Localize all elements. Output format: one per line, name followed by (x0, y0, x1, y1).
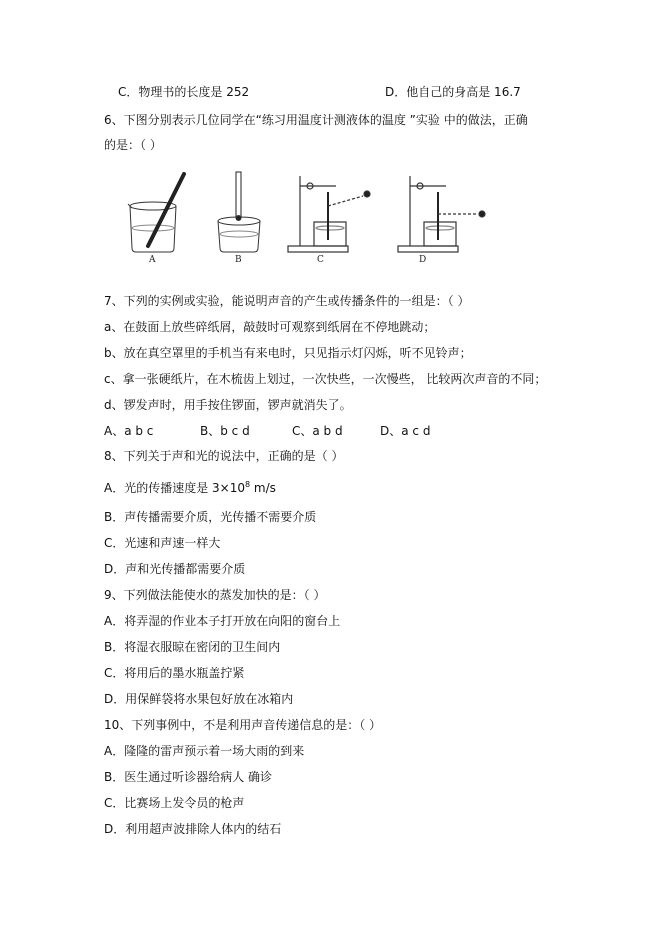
q10-option-a: A．隆隆的雷声预示着一场大雨的到来 (104, 744, 305, 758)
q7-item-d: d、锣发声时，用手按住锣面，锣声就消失了。 (104, 398, 352, 412)
q7-item-c: c、拿一张硬纸片，在木梳齿上划过，一次快些，一次慢些， 比较两次声音的不同； (104, 372, 547, 386)
figure-b-beaker (218, 172, 260, 252)
q6-stem-line1: 6、下图分别表示几位同学在“练习用温度计测液体的温度 ”实验 中的做法，正确 (104, 113, 528, 127)
q9-option-c: C．将用后的墨水瓶盖拧紧 (104, 666, 245, 680)
q9-option-b: B．将湿衣服晾在密闭的卫生间内 (104, 640, 281, 654)
q8-option-a-unit: m/s (250, 481, 276, 495)
figure-label-b: B (235, 255, 242, 265)
q7-option-d: D、a c d (380, 424, 431, 438)
q8-option-b: B．声传播需要介质，光传播不需要介质 (104, 510, 317, 524)
q7-option-b: B、b c d (200, 424, 250, 438)
q7-option-a: A、a b c (104, 424, 154, 438)
q8-option-c: C．光速和声速一样大 (104, 536, 221, 550)
figure-label-c: C (317, 255, 324, 265)
figure-d-stand (398, 176, 485, 252)
q9-option-a: A．将弄湿的作业本子打开放在向阳的窗台上 (104, 614, 341, 628)
prev-option-d: D．他自己的身高是 16.7 (385, 85, 521, 99)
q9-option-d: D．用保鲜袋将水果包好放在冰箱内 (104, 692, 294, 706)
q7-item-b: b、放在真空罩里的手机当有来电时，只见指示灯闪烁，听不见铃声； (104, 346, 472, 360)
q8-option-a-exponent: 8 (244, 480, 251, 489)
figure-a-beaker (128, 174, 184, 252)
q8-option-d: D．声和光传播都需要介质 (104, 562, 246, 576)
q8-option-a (104, 480, 276, 496)
q10-option-b: B．医生通过听诊器给病人 确诊 (104, 770, 273, 784)
q8-option-a-text: A．光的传播速度是 3×10 (104, 481, 245, 495)
thermometer-figure (118, 166, 498, 266)
q7-option-c: C、a b d (292, 424, 343, 438)
q10-option-d: D．利用超声波排除人体内的结石 (104, 822, 282, 836)
q7-stem: 7、下列的实例或实验，能说明声音的产生或传播条件的一组是：（ ） (104, 294, 470, 308)
q6-stem-line2: 的是：（ ） (104, 138, 162, 152)
q9-stem: 9、下列做法能使水的蒸发加快的是：（ ） (104, 588, 326, 602)
figure-label-a: A (149, 255, 156, 265)
figure-c-stand (288, 176, 370, 252)
q7-options (104, 423, 430, 439)
q10-stem: 10、下列事例中，不是利用声音传递信息的是：（ ） (104, 718, 382, 732)
q7-item-a: a、在鼓面上放些碎纸屑，敲鼓时可观察到纸屑在不停地跳动； (104, 320, 436, 334)
figure-label-d: D (419, 255, 427, 265)
q10-option-c: C．比赛场上发令员的枪声 (104, 796, 245, 810)
q8-stem: 8、下列关于声和光的说法中，正确的是（ ） (104, 449, 344, 463)
prev-option-c: C．物理书的长度是 252 (118, 85, 250, 99)
